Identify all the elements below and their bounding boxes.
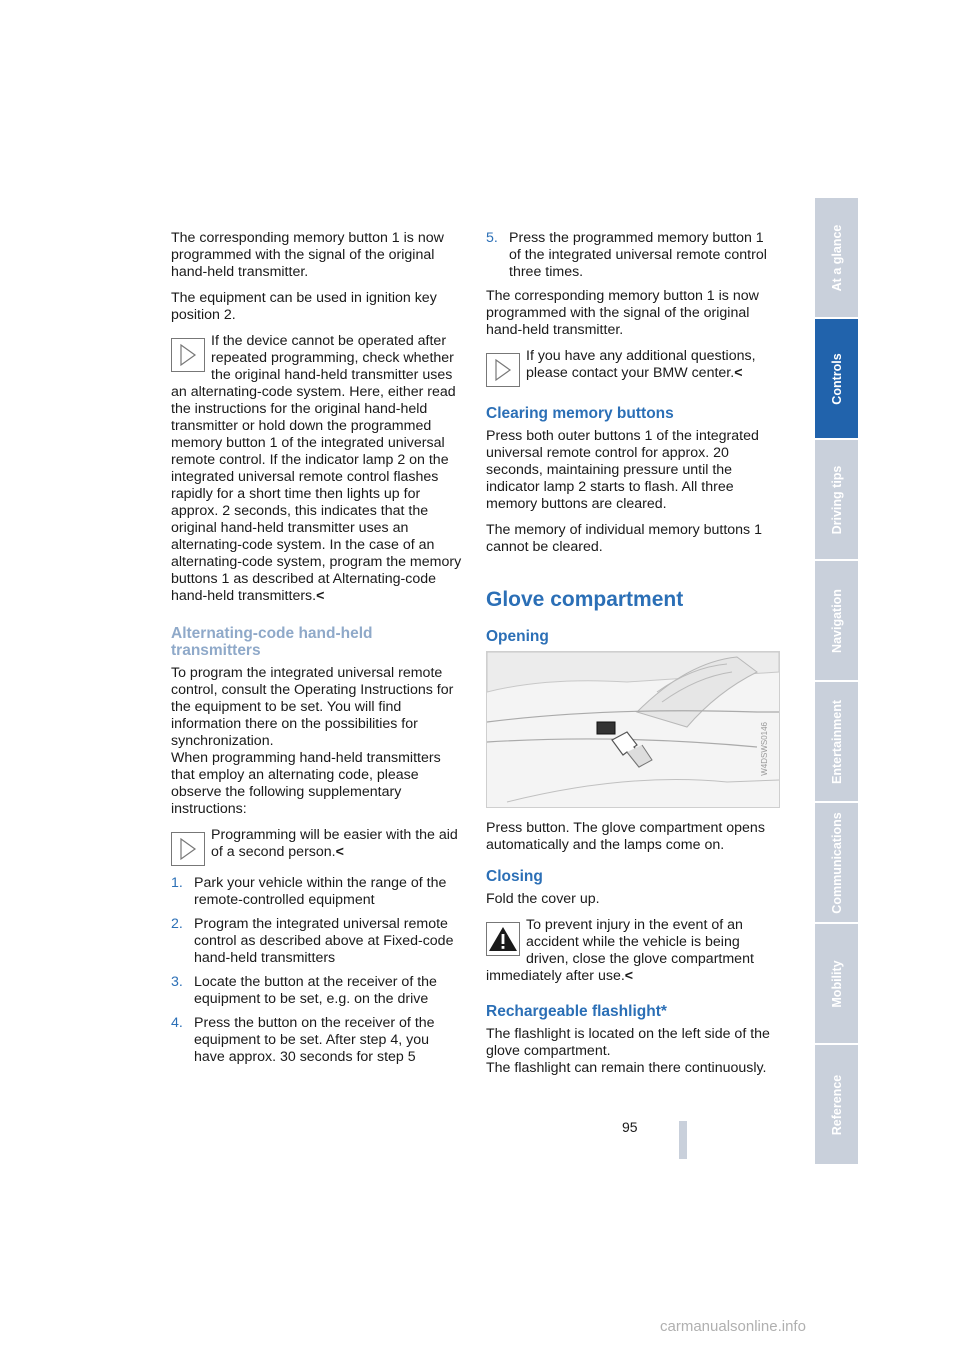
tab-driving-tips[interactable] [815,440,858,561]
heading-rechargeable-flashlight: Rechargeable flashlight* [486,1003,667,1020]
step-text: Park your vehicle within the range of the remote-controlled equipment [194,875,447,908]
tab-at-a-glance[interactable] [815,198,858,319]
end-mark: < [316,588,325,604]
paragraph: The corresponding memory button 1 is now programmed with the signal of the original hand-held transmitter. [486,288,759,338]
list-item [171,916,463,967]
paragraph: When programming hand-held transmitters that employ an alternating code, please observe the following supplementary instructions: [171,750,441,817]
tab-label: Communications [829,811,844,914]
step-text: Press the button on the receiver of the equipment to be set. After step 4, you have approx. 30 seconds for step 5 [194,1015,435,1065]
tab-communications[interactable] [815,803,858,924]
left-column [171,230,463,1073]
step-number: 5. [486,230,498,246]
paragraph: Press both outer buttons 1 of the integrated universal remote control for approx. 20 seconds, maintaining pressure until the indicator lamp 2 starts to flash. All three memory buttons are cleared. [486,428,759,512]
step-text: Program the integrated universal remote control as described above at Fixed-code hand-held transmitters [194,916,454,966]
tab-entertainment[interactable] [815,682,858,803]
page-marker-bar [679,1121,687,1159]
paragraph: To program the integrated universal remote control, consult the Operating Instructions for the equipment to be set. You will find information there on the possibilities for synchronization. [171,665,454,749]
paragraph: The equipment can be used in ignition key position 2. [171,290,437,323]
tab-label: At a glance [829,224,844,291]
note-arrow-icon [171,832,205,866]
note-block [486,348,778,387]
tab-mobility[interactable] [815,924,858,1045]
paragraph: The memory of individual memory buttons 1 cannot be cleared. [486,522,762,555]
heading-alternating-code: Alternating-code hand-held transmitters [171,625,373,659]
tab-label: Controls [829,352,844,405]
note-arrow-icon [171,338,205,372]
list-item [171,1015,463,1066]
step-number: 3. [171,974,183,990]
step-number: 4. [171,1015,183,1031]
steps-list [486,230,778,281]
step-text: Locate the button at the receiver of the equipment to be set, e.g. on the drive [194,974,437,1007]
paragraph: The flashlight is located on the left side of the glove compartment. [486,1026,770,1059]
step-number: 2. [171,916,183,932]
glove-compartment-illustration [486,651,780,808]
tab-label: Navigation [829,588,844,653]
tab-reference[interactable] [815,1045,858,1166]
paragraph: Fold the cover up. [486,891,600,907]
right-column [486,230,778,1086]
paragraph: The flashlight can remain there continuously. [486,1060,767,1076]
end-mark: < [734,365,743,381]
tab-label: Entertainment [829,699,844,784]
figure-code: W4DSWS0146 [760,722,769,776]
warning-icon [486,922,520,956]
glove-compartment-drawing [487,652,779,807]
note-block [171,827,463,866]
heading-opening: Opening [486,628,549,645]
list-item [486,230,778,281]
page-number: 95 [622,1119,638,1135]
note-text: Programming will be easier with the aid of a second person. [211,827,458,860]
steps-list [171,875,463,1066]
end-mark: < [624,968,634,984]
heading-closing: Closing [486,868,543,885]
tab-navigation[interactable] [815,561,858,682]
step-number: 1. [171,875,183,891]
footer-watermark: carmanualsonline.info [660,1318,806,1335]
warning-block [486,917,778,985]
heading-clearing-memory: Clearing memory buttons [486,405,674,422]
step-text: Press the programmed memory button 1 of the integrated universal remote control three times. [509,230,767,280]
list-item [171,974,463,1008]
paragraph: Press button. The glove compartment opens automatically and the lamps come on. [486,820,765,853]
note-text: If you have any additional questions, please contact your BMW center. [526,348,756,381]
tab-controls[interactable] [815,319,858,440]
warning-text: To prevent injury in the event of an accident while the vehicle is being driven, close the glove compartment immediately after use. [486,917,754,984]
note-arrow-icon [486,353,520,387]
tab-label: Reference [829,1074,844,1135]
list-item [171,875,463,909]
tab-label: Driving tips [829,465,844,534]
section-tabs [815,198,858,1166]
paragraph: The corresponding memory button 1 is now programmed with the signal of the original hand-held transmitter. [171,230,444,280]
note-text: If the device cannot be operated after repeated programming, check whether the original hand-held transmitter uses an alternating-code system. Here, either read the instructions for the original hand-held transmitter or hold down the programmed memory button 1 of the integrated universal remote control. If the indicator lamp 2 on the integrated universal remote control flashes rapidly for a short time then lights up for approx. 2 seconds, this indicates that the original hand-held transmitter uses an alternating-code system. In the case of an alternating-code system, program the memory buttons 1 as described at Alternating-code hand-held transmitters. [171,333,462,604]
end-mark: < [335,844,344,860]
heading-glove-compartment: Glove compartment [486,588,684,611]
tab-label: Mobility [829,959,844,1008]
note-block [171,333,463,605]
